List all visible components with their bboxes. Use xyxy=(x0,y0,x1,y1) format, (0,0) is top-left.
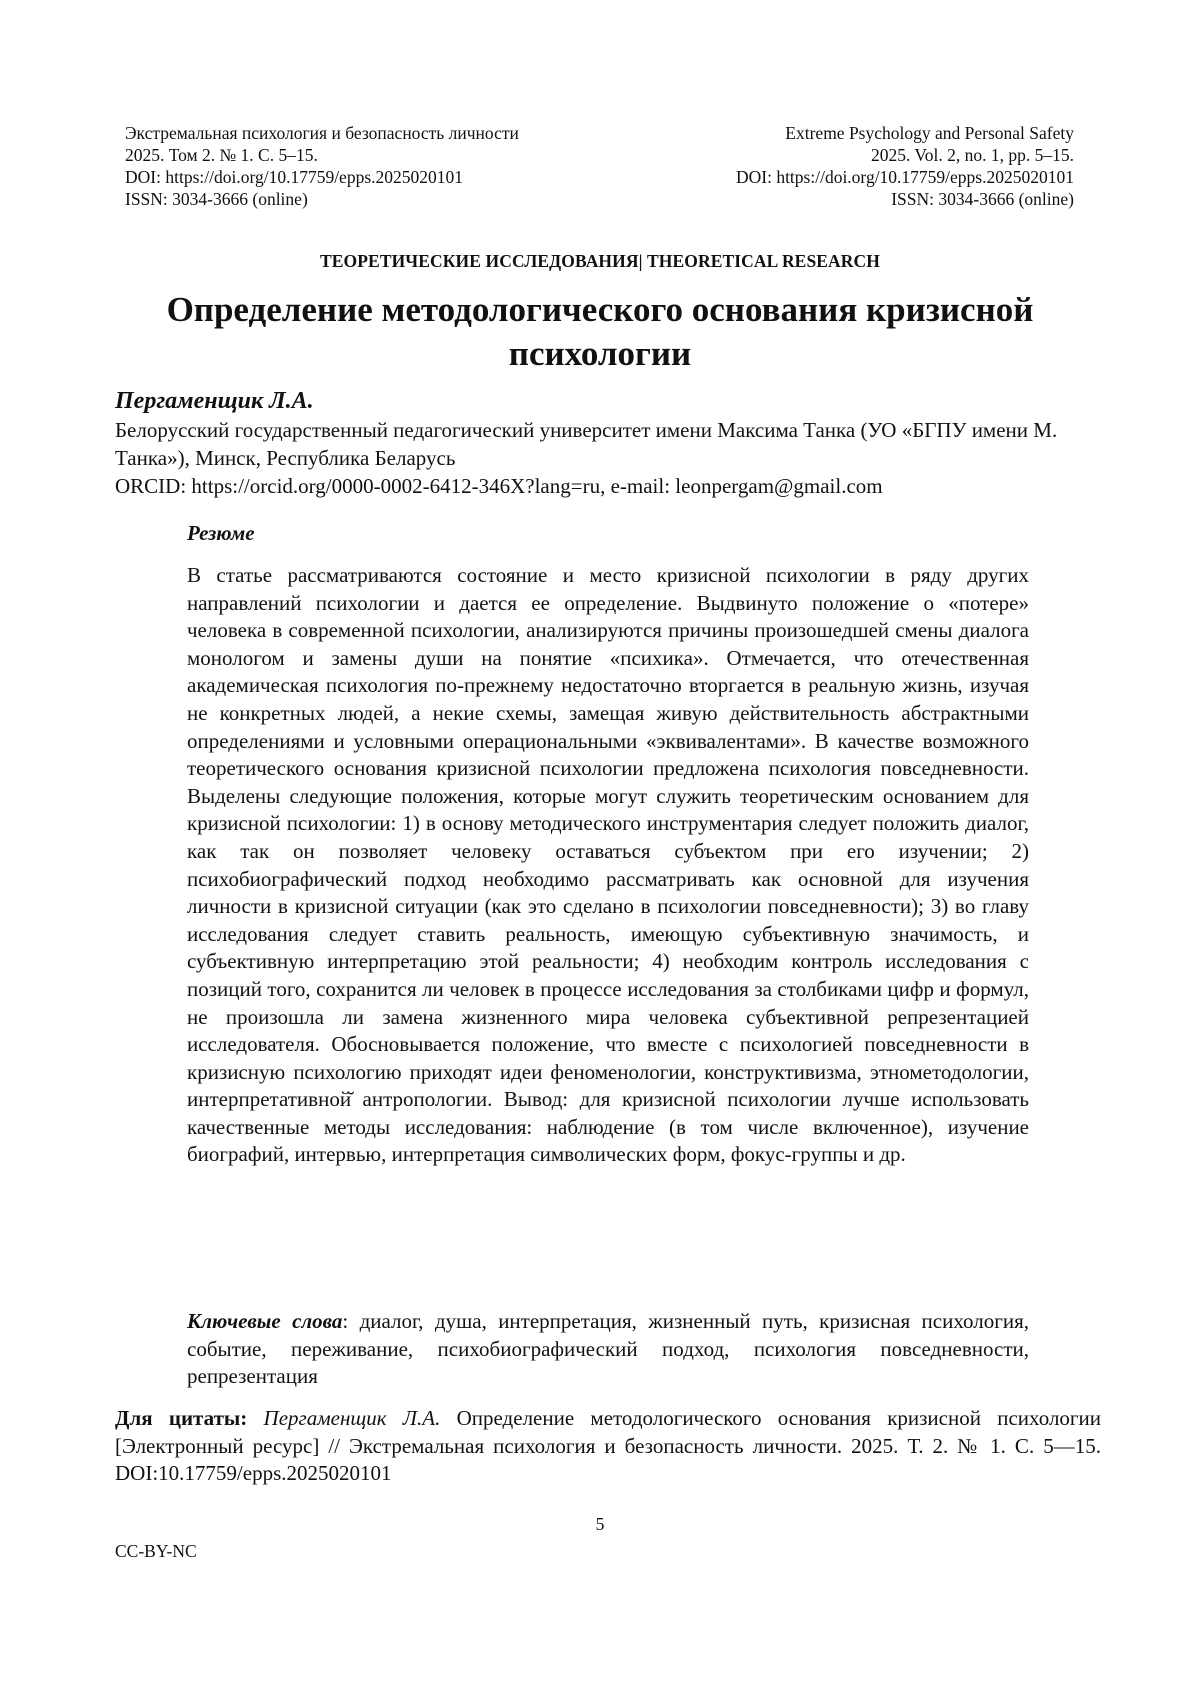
keywords-list: : диалог, душа, интерпретация, жизненный путь, кризисная психология, событие, переживание, психобиографический подход, психология повседневности, репрезентация xyxy=(187,1309,1029,1389)
issue-info-ru: 2025. Том 2. № 1. С. 5–15. xyxy=(125,145,318,165)
author-name: Пергаменщик Л.А. xyxy=(115,388,314,414)
doi-en: DOI: https://doi.org/10.17759/epps.2025020101 xyxy=(735,167,1074,187)
citation-author: Пергаменщик Л.А. xyxy=(263,1406,441,1430)
citation xyxy=(115,1405,1101,1488)
keywords xyxy=(187,1308,1029,1391)
issue-info-en: 2025. Vol. 2, no. 1, pp. 5–15. xyxy=(870,145,1074,165)
citation-label: Для цитаты: xyxy=(115,1406,248,1430)
journal-name-en: Extreme Psychology and Personal Safety xyxy=(785,123,1074,143)
citation-text: Определение методологического основания кризисной психологии [Электронный ресурс] // Экстремальная психология и безопасность личности. 2025. Т. 2. № 1. С. 5—15. DOI:10.17759/epps.2025020101 xyxy=(115,1406,1102,1486)
journal-header-en xyxy=(736,122,1074,210)
doi-ru: DOI: https://doi.org/10.17759/epps.2025020101 xyxy=(125,167,464,187)
article-title: Определение методологического основания кризисной психологии xyxy=(166,290,1034,373)
issn-ru: ISSN: 3034-3666 (online) xyxy=(125,189,308,209)
affiliation: Белорусский государственный педагогический университет имени Максима Танка (УО «БГПУ имени М. Танка»), Минск, Республика Беларусь xyxy=(115,418,1058,470)
section-label: ТЕОРЕТИЧЕСКИЕ ИССЛЕДОВАНИЯ| THEORETICAL RESEARCH xyxy=(320,251,880,271)
abstract-heading: Резюме xyxy=(187,521,255,545)
journal-header-ru xyxy=(125,122,519,210)
abstract-text: В статье рассматриваются состояние и место кризисной психологии в ряду других направлений психологии и дается ее определение. Выдвинуто положение о «потере» человека в современной психологии, анализируются причины произошедшей смены диалога монологом и замены души на понятие «психика». Отмечается, что отечественная академическая психология по-прежнему недостаточно вторгается в реальную жизнь, изучая не конкретных людей, а некие схемы, замещая живую действительность абстрактными определениями и условными операциональными «эквивалентами». В качестве возможного теоретического основания кризисной психологии предложена психология повседневности. Выделены следующие положения, которые могут служить теоретическим основанием для кризисной психологии: 1) в основу методического инструментария следует положить диалог, как так он позволяет человеку оставаться субъектом при его изучении; 2) психобиографический подход необходимо рассматривать как основной для изучения личности в кризисной ситуации (как это сделано в психологии повседневности); 3) во главу исследования следует ставить реальность, имеющую субъективную значимость, и субъективную интерпретацию этой реальности; 4) необходим контроль исследования с позиций того, сохранится ли человек в процессе исследования за столбиками цифр и формул, не произошла ли замена жизненного мира человека субъективной репрезентацией исследователя. Обосновывается положение, что вместе с психологией повседневности в кризисную психологию приходят идеи феноменологии, конструктивизма, этнометодологии, интерпретативной̆ антропологии. Вывод: для кризисной психологии лучше использовать качественные методы исследования: наблюдение (в том числе включенное), изучение биографий, интервью, интерпретация символических форм, фокус-группы и др. xyxy=(187,563,1029,1167)
journal-name-ru: Экстремальная психология и безопасность личности xyxy=(125,123,519,143)
license: CC-BY-NC xyxy=(115,1541,197,1561)
issn-en: ISSN: 3034-3666 (online) xyxy=(891,189,1074,209)
keywords-label: Ключевые слова xyxy=(187,1309,343,1333)
page-number: 5 xyxy=(595,1514,605,1534)
orcid-email: ORCID: https://orcid.org/0000-0002-6412-346X?lang=ru, e-mail: leonpergam@gmail.com xyxy=(115,474,883,498)
